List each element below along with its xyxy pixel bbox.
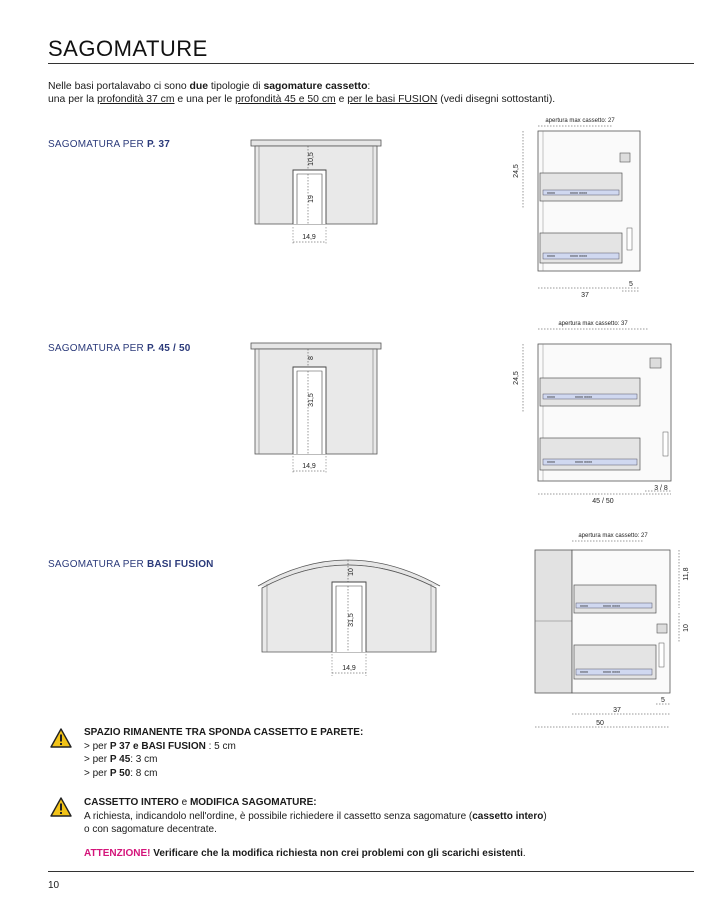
section-label-fusion: SAGOMATURA PER BASI FUSION bbox=[48, 559, 214, 570]
front-drawing-p45-50 bbox=[245, 338, 395, 478]
svg-text:xxxx xxxx: xxxx xxxx bbox=[575, 394, 593, 399]
dim-fusion-aperture: apertura max cassetto: 27 bbox=[578, 533, 648, 539]
dim-fusion-gap: 5 bbox=[661, 697, 665, 704]
svg-text:xxxx xxxx: xxxx xxxx bbox=[603, 669, 621, 674]
dim-p45-top: 8 bbox=[308, 356, 315, 360]
dim-fusion-h1: 11,8 bbox=[683, 567, 690, 581]
svg-text:xxxx: xxxx bbox=[580, 603, 588, 608]
note-remaining-space: SPAZIO RIMANENTE TRA SPONDA CASSETTO E PARETE: > per P 37 e BASI FUSION : 5 cm > per P 45: 3 cm > per P 50: 8 cm bbox=[84, 727, 364, 779]
svg-text:xxxx xxxx: xxxx xxxx bbox=[575, 459, 593, 464]
dim-p37-aperture: apertura max cassetto: 27 bbox=[545, 118, 615, 124]
warning-icon bbox=[50, 728, 72, 748]
warning-icon bbox=[50, 797, 72, 817]
svg-text:xxxx xxxx: xxxx xxxx bbox=[570, 190, 588, 195]
front-drawing-p37 bbox=[245, 135, 395, 250]
dim-fusion-height: 31,5 bbox=[348, 613, 355, 627]
title-divider bbox=[48, 63, 694, 64]
dim-fusion-top: 10 bbox=[348, 568, 355, 576]
section-label-p37: SAGOMATURA PER P. 37 bbox=[48, 139, 171, 150]
dim-p37-top: 10,5 bbox=[308, 152, 315, 166]
svg-text:xxxx: xxxx bbox=[580, 669, 588, 674]
side-drawing-fusion bbox=[525, 528, 700, 734]
svg-text:xxxx xxxx: xxxx xxxx bbox=[603, 603, 621, 608]
svg-text:xxxx: xxxx bbox=[547, 394, 555, 399]
dim-p37-side-height: 24,5 bbox=[513, 164, 520, 178]
dim-p37-width: 14,9 bbox=[302, 234, 316, 241]
dim-fusion-width: 14,9 bbox=[342, 665, 356, 672]
dim-fusion-depth: 37 bbox=[613, 707, 621, 714]
side-drawing-p45-50 bbox=[505, 316, 675, 508]
side-drawing-p37 bbox=[505, 113, 655, 303]
dim-p37-gap: 5 bbox=[629, 281, 633, 288]
svg-text:xxxx: xxxx bbox=[547, 190, 555, 195]
section-label-p45-50: SAGOMATURA PER P. 45 / 50 bbox=[48, 343, 191, 354]
svg-text:xxxx xxxx: xxxx xxxx bbox=[570, 253, 588, 258]
svg-text:xxxx: xxxx bbox=[547, 459, 555, 464]
dim-fusion-h2: 10 bbox=[683, 624, 690, 632]
dim-p45-depth: 45 / 50 bbox=[592, 498, 614, 505]
svg-text:xxxx: xxxx bbox=[547, 253, 555, 258]
dim-fusion-total: 50 bbox=[596, 720, 604, 727]
page-title: SAGOMATURE bbox=[48, 36, 208, 61]
dim-p45-gap: 3 / 8 bbox=[654, 485, 668, 492]
dim-p45-height: 31,5 bbox=[308, 393, 315, 407]
dim-p45-width: 14,9 bbox=[302, 463, 316, 470]
note-full-drawer: CASSETTO INTERO e MODIFICA SAGOMATURE: A richiesta, indicandolo nell'ordine, è possibile richiedere il cassetto senza sagomature (cassetto intero) o con sagomature decentrate. ATTENZIONE! Verificare che la modifica richiesta non crei problemi con gli scarichi esistenti. bbox=[84, 797, 547, 859]
front-drawing-fusion bbox=[250, 548, 450, 680]
dim-p45-aperture: apertura max cassetto: 37 bbox=[558, 321, 628, 327]
attention-line: ATTENZIONE! Verificare che la modifica richiesta non crei problemi con gli scarichi esistenti. bbox=[84, 847, 526, 859]
dim-p45-side-height: 24,5 bbox=[513, 371, 520, 385]
dim-p37-depth: 37 bbox=[581, 292, 589, 299]
page-number: 10 bbox=[48, 880, 60, 891]
intro-paragraph: Nelle basi portalavabo ci sono due tipologie di sagomature cassetto: una per la profondità 37 cm e una per le profondità 45 e 50 cm e per le basi FUSION (vedi disegni sottostanti). bbox=[48, 81, 556, 105]
footer-divider bbox=[48, 871, 694, 872]
dim-p37-height: 19 bbox=[308, 195, 315, 203]
